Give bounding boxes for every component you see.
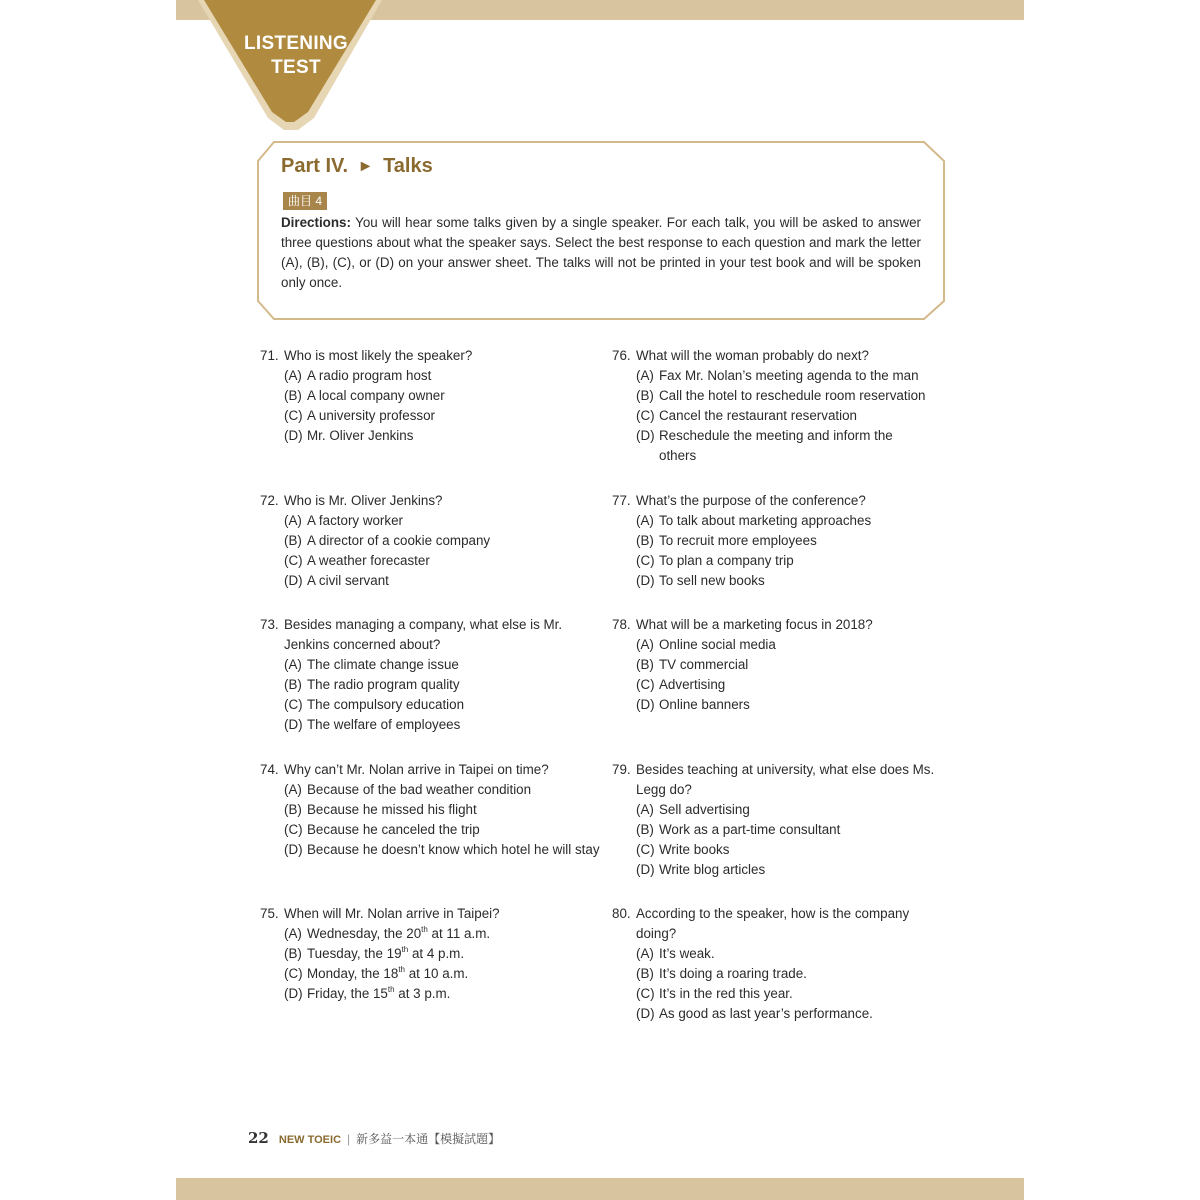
option-text: To talk about marketing approaches [659, 513, 872, 528]
question-text: According to the speaker, how is the company doing? [636, 906, 910, 941]
question-text: Who is most likely the speaker? [284, 348, 473, 363]
option-text-main: Friday, the 15 [307, 986, 388, 1001]
option-text: It’s in the red this year. [659, 986, 793, 1001]
option-d[interactable] [612, 1004, 952, 1024]
option-letter: (A) [284, 926, 302, 941]
option-text [307, 984, 600, 1004]
option-letter: (D) [636, 1006, 655, 1021]
option-d[interactable] [260, 571, 600, 591]
option-letter: (D) [636, 862, 655, 877]
option-text: Sell advertising [659, 802, 750, 817]
option-text: Online social media [659, 637, 776, 652]
option-a[interactable] [612, 800, 952, 820]
option-letter: (D) [636, 428, 655, 443]
option-text-time: at 11 a.m. [427, 926, 491, 941]
listening-test-badge [176, 0, 406, 135]
footer-brand: NEW TOEIC [278, 1134, 342, 1146]
question-71 [260, 346, 600, 446]
option-letter: (B) [636, 388, 654, 403]
question-75 [260, 904, 600, 1004]
question-text: What will be a marketing focus in 2018? [636, 617, 873, 632]
option-letter: (B) [636, 657, 654, 672]
option-letter: (B) [284, 388, 302, 403]
option-c[interactable] [260, 695, 600, 715]
option-text: To plan a company trip [659, 553, 794, 568]
option-letter: (C) [284, 697, 303, 712]
option-text: It’s weak. [659, 946, 715, 961]
page-number: 22 [248, 1129, 269, 1147]
question-number: 75. [260, 906, 279, 921]
option-a[interactable] [260, 924, 600, 944]
option-text-time: at 4 p.m. [408, 946, 465, 961]
ordinal-suffix: th [398, 964, 405, 974]
option-d[interactable] [260, 840, 600, 860]
option-letter: (D) [284, 717, 303, 732]
option-d[interactable] [612, 695, 952, 715]
option-letter: (D) [284, 986, 303, 1001]
ordinal-suffix: th [401, 944, 409, 954]
option-letter: (C) [636, 553, 655, 568]
option-d[interactable] [260, 984, 600, 1004]
option-letter: (A) [636, 946, 654, 961]
question-74 [260, 760, 600, 860]
option-text: Because he doesn’t know which hotel he will stay [307, 842, 600, 857]
ordinal-suffix: th [387, 984, 395, 994]
question-number: 79. [612, 762, 631, 777]
option-text: A civil servant [307, 573, 389, 588]
option-c[interactable] [260, 406, 600, 426]
directions-text [281, 213, 921, 293]
option-a[interactable] [260, 366, 600, 386]
option-b[interactable] [260, 800, 600, 820]
option-letter: (B) [284, 677, 302, 692]
option-text-time: at 10 a.m. [405, 966, 469, 981]
option-text: A radio program host [307, 368, 432, 383]
option-text: Work as a part-time consultant [659, 822, 841, 837]
question-73 [260, 615, 600, 735]
option-text-main: Tuesday, the 19 [307, 946, 402, 961]
option-letter: (B) [636, 533, 654, 548]
directions-label: Directions: [281, 215, 351, 230]
badge-label [238, 32, 354, 80]
option-letter: (B) [636, 822, 654, 837]
option-letter: (C) [636, 842, 655, 857]
option-text: The climate change issue [307, 657, 459, 672]
option-text: Because of the bad weather condition [307, 782, 532, 797]
option-letter: (C) [284, 822, 303, 837]
option-c[interactable] [260, 551, 600, 571]
option-c[interactable] [260, 964, 600, 984]
question-number: 77. [612, 493, 631, 508]
option-b[interactable] [612, 531, 952, 551]
option-text [307, 964, 600, 984]
directions-body: You will hear some talks given by a single speaker. For each talk, you will be asked to answer three questions about what the speaker says. Select the best response to each question and mark the letter (A), (B), (C), or (D) on your answer sheet. The talks will not be printed in your test book and will be spoken only once. [281, 215, 921, 290]
option-text: Call the hotel to reschedule room reservation [659, 388, 926, 403]
question-78 [612, 615, 952, 715]
option-c[interactable] [612, 984, 952, 1004]
question-76 [612, 346, 952, 466]
badge-line-1: LISTENING [243, 33, 349, 54]
option-d[interactable] [612, 860, 952, 880]
option-letter: (C) [636, 677, 655, 692]
option-letter: (A) [284, 657, 302, 672]
question-number: 74. [260, 762, 279, 777]
option-text-time: at 3 p.m. [394, 986, 451, 1001]
question-77 [612, 491, 952, 591]
option-text-main: Monday, the 18 [307, 966, 399, 981]
badge-line-2: TEST [271, 57, 321, 78]
option-letter: (C) [284, 966, 303, 981]
option-text [307, 944, 600, 964]
ordinal-suffix: th [421, 924, 428, 934]
option-letter: (A) [636, 513, 654, 528]
option-b[interactable] [260, 531, 600, 551]
option-letter: (D) [284, 842, 303, 857]
option-letter: (D) [636, 573, 655, 588]
option-b[interactable] [612, 820, 952, 840]
option-a[interactable] [612, 511, 952, 531]
question-text: What will the woman probably do next? [636, 348, 869, 363]
option-text: Online banners [659, 697, 750, 712]
option-d[interactable] [260, 426, 600, 446]
question-number: 78. [612, 617, 631, 632]
option-letter: (D) [284, 428, 303, 443]
bottom-decorative-band [176, 1178, 1024, 1200]
option-a[interactable] [612, 944, 952, 964]
question-number: 71. [260, 348, 279, 363]
option-c[interactable] [260, 820, 600, 840]
option-letter: (D) [636, 697, 655, 712]
option-text: The radio program quality [307, 677, 460, 692]
page-footer [248, 1129, 500, 1147]
play-arrow-icon: ► [357, 158, 374, 175]
option-text: The welfare of employees [307, 717, 461, 732]
option-d[interactable] [612, 426, 952, 466]
option-d[interactable] [260, 715, 600, 735]
option-text: Cancel the restaurant reservation [659, 408, 857, 423]
option-text: A university professor [307, 408, 436, 423]
option-b[interactable] [612, 386, 952, 406]
option-letter: (A) [636, 637, 654, 652]
part-name: Talks [383, 155, 433, 177]
option-a[interactable] [612, 635, 952, 655]
part-title [281, 155, 433, 178]
option-b[interactable] [612, 655, 952, 675]
option-b[interactable] [260, 386, 600, 406]
option-text: As good as last year’s performance. [659, 1006, 873, 1021]
audio-track-tag: 曲目 4 [283, 192, 327, 210]
option-letter: (D) [284, 573, 303, 588]
option-text: Because he missed his flight [307, 802, 477, 817]
question-number: 76. [612, 348, 631, 363]
option-text: Because he canceled the trip [307, 822, 480, 837]
question-number: 72. [260, 493, 279, 508]
question-number: 80. [612, 906, 631, 921]
option-text: Advertising [659, 677, 726, 692]
book-page [176, 0, 1024, 1200]
question-text: Besides managing a company, what else is Mr. Jenkins concerned about? [284, 617, 563, 652]
option-text: Write blog articles [659, 862, 766, 877]
option-letter: (C) [284, 408, 303, 423]
option-c[interactable] [612, 840, 952, 860]
option-text: A weather forecaster [307, 553, 430, 568]
option-letter: (A) [284, 782, 302, 797]
option-letter: (B) [284, 802, 302, 817]
option-text: A local company owner [307, 388, 445, 403]
question-text: When will Mr. Nolan arrive in Taipei? [284, 906, 500, 921]
footer-book-title: 新多益一本通【模擬試題】 [356, 1132, 501, 1146]
option-letter: (B) [284, 946, 302, 961]
option-b[interactable] [260, 675, 600, 695]
option-text: Fax Mr. Nolan’s meeting agenda to the man [659, 368, 919, 383]
question-text: Why can’t Mr. Nolan arrive in Taipei on time? [284, 762, 549, 777]
option-letter: (C) [284, 553, 303, 568]
question-text: What’s the purpose of the conference? [636, 493, 866, 508]
option-letter: (A) [636, 368, 654, 383]
option-c[interactable] [612, 675, 952, 695]
option-text: Write books [659, 842, 730, 857]
option-text: To recruit more employees [659, 533, 817, 548]
option-letter: (A) [284, 513, 302, 528]
question-72 [260, 491, 600, 591]
option-text: The compulsory education [307, 697, 465, 712]
option-letter: (B) [636, 966, 654, 981]
option-a[interactable] [260, 511, 600, 531]
part-number: Part IV. [281, 155, 349, 177]
option-letter: (C) [636, 986, 655, 1001]
question-number: 73. [260, 617, 279, 632]
footer-separator: | [347, 1132, 351, 1146]
option-text [307, 924, 600, 944]
option-c[interactable] [612, 551, 952, 571]
option-text: TV commercial [659, 657, 749, 672]
question-79 [612, 760, 952, 880]
question-text: Besides teaching at university, what else does Ms. Legg do? [636, 762, 935, 797]
option-text: To sell new books [659, 573, 765, 588]
option-c[interactable] [612, 406, 952, 426]
option-text-main: Wednesday, the 20 [307, 926, 422, 941]
question-text: Who is Mr. Oliver Jenkins? [284, 493, 443, 508]
option-a[interactable] [260, 780, 600, 800]
option-a[interactable] [612, 366, 952, 386]
option-letter: (A) [284, 368, 302, 383]
option-text: A factory worker [307, 513, 403, 528]
option-text: It’s doing a roaring trade. [659, 966, 807, 981]
option-letter: (C) [636, 408, 655, 423]
option-text: Reschedule the meeting and inform the others [659, 428, 893, 463]
option-a[interactable] [260, 655, 600, 675]
option-letter: (A) [636, 802, 654, 817]
option-b[interactable] [260, 944, 600, 964]
option-letter: (B) [284, 533, 302, 548]
question-80 [612, 904, 952, 1024]
option-text: Mr. Oliver Jenkins [307, 428, 414, 443]
option-d[interactable] [612, 571, 952, 591]
option-text: A director of a cookie company [307, 533, 491, 548]
option-b[interactable] [612, 964, 952, 984]
